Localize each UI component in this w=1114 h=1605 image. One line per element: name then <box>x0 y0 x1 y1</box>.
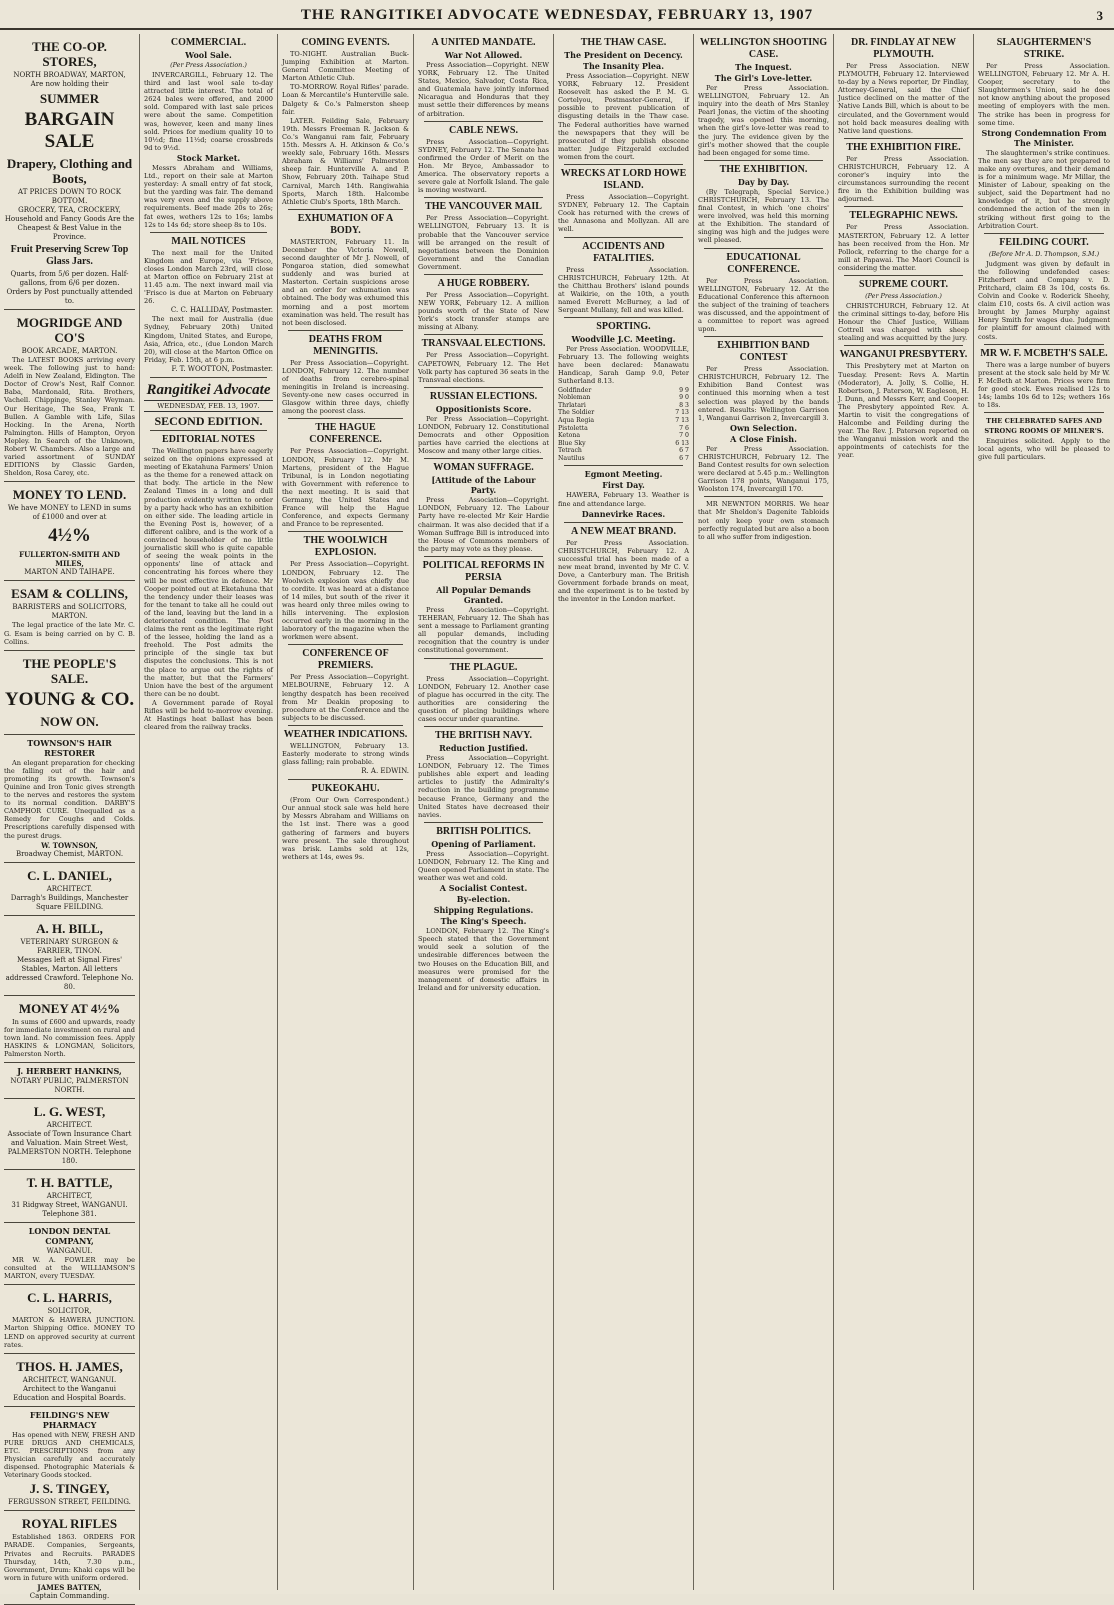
ad-headline: Fruit Preserving Screw Top Glass Jars. <box>10 244 129 267</box>
section-heading: DEATHS FROM MENINGITIS. <box>308 333 383 357</box>
section-heading: A NEW MEAT BRAND. <box>570 525 676 537</box>
article-text: TO-NIGHT. Australian Buck-Jumping Exhibition at Marton. General Committee Meeting of Marton Athletic Club. <box>282 50 409 83</box>
table-row <box>558 402 689 410</box>
article-text: MASTERTON, February 11. In December the Victoria Nowell, second daughter of Mr J. Nowell, of Pongaroa station, died somewhat suddenly and was buried at Masterton. Certain suspicions arose and an order for exhumation was obtained. The body was exhumed this morning and a post mortem examination was held. The result has not been disclosed. <box>282 237 409 327</box>
horse-weight: 6 7 <box>679 447 689 455</box>
ad-body: In sums of £600 and upwards, ready for immediate investment on rural and town land. No commission fees. Apply HASKINS & LONGMAN, Solicitors, Palmerston North. <box>4 1017 135 1058</box>
article-text: Per Press Association—Copyright. LONDON, February 12. Constitutional Democrats and other Opposition parties have carried the elections at Moscow and many other large cities. <box>418 414 549 456</box>
article-text: Per Press Association. CHRISTCHURCH, February 12. The Band Contest results for own selection were declared at 5.45 p.m.: Wellington Garrison 178 points, Wanganui 175, Woolston 174, Invercargill 170. <box>698 444 829 494</box>
section-heading: EDITORIAL NOTES <box>162 434 255 445</box>
section-heading: THE VANCOUVER MAIL <box>425 201 542 213</box>
article-text: Press Association—Copyright. NEW YORK, February 12. The United States, Mexico, Salvador, Costa Rica, and Guatemala have jointly informed Nicaragua and Honduras that they must settle their differences by means of arbitration. <box>418 61 549 118</box>
article-text: Per Press Association. CHRISTCHURCH, February 12. A coroner's inquiry into the circumstances surrounding the recent fire in the Exhibition building was adjourned. <box>838 154 969 204</box>
section-heading: SPORTING. <box>596 321 651 333</box>
section-subheading: A Socialist Contest. <box>439 883 528 894</box>
article-text: (From Our Own Correspondent.) Our annual stock sale was held here by Messrs Abraham and Williams on the 1st inst. There was a good gathering of farmers and buyers were present. The sale throughout was brisk. Lambs sold at 12s, wethers at 14s, ewes 9s. <box>282 796 409 861</box>
ad-body: MR W. A. FOWLER may be consulted at the WILLIAMSON'S MARTON, every TUESDAY. <box>4 1256 135 1281</box>
ad-title: C. L. DANIEL, <box>27 867 112 883</box>
article-text: Per Press Association—Copyright. MELBOURNE, February 12. A lengthy despatch has been received from Mr Deakin proposing to procedure at the Conference and the subjects to be discussed. <box>282 673 409 722</box>
section-heading: THE HAGUE CONFERENCE. <box>309 422 382 446</box>
ad-title: THE PEOPLE'S SALE. <box>22 655 117 686</box>
section-subheading: The Insanity Plea. <box>583 61 664 71</box>
ad-text: J. S. TINGEY, <box>29 1481 110 1497</box>
ad-text: FERGUSSON STREET, FEILDING. <box>8 1498 131 1507</box>
section-heading: BRITISH POLITICS. <box>436 825 531 837</box>
ad-headline: BARGAIN SALE <box>24 109 115 152</box>
section-subheading: First Day. <box>602 480 645 491</box>
article-text: Per Press Association. WOODVILLE, February 13. The following weights have been declared: Manawatu Handicap, Sarah Gamp 9.0, Peter Sutherland 8.13. <box>558 345 689 386</box>
section-subheading: The Inquest. <box>735 62 792 72</box>
section-heading: WRECKS AT LORD HOWE ISLAND. <box>560 168 687 192</box>
section-heading: THE PLAGUE. <box>449 661 518 673</box>
section-heading: A UNITED MANDATE. <box>431 37 536 48</box>
ad-text: MARTON AND TAIHAPE. <box>24 568 115 577</box>
ad-text: Quarts, from 5/6 per dozen. Half-gallons, from 6/6 per dozen. <box>10 270 129 287</box>
article-text: Per Press Association—Copyright. LONDON, February 12. Mr M. Martens, president of the Hague Tribunal, is in London negotiating with Government with reference to the next meeting. It is said that Germany, the United States and France will help the Hague Conference, and expects Germany and France to be represented. <box>282 447 409 529</box>
table-row <box>558 425 689 433</box>
section-subheading: The Girl's Love-letter. <box>714 73 813 83</box>
article-text: Per Press Association. WELLINGTON, February 12. Mr A. H. Cooper, secretary to the Slaughtermen's Union, said he does not know anything about the proposed meeting of employers with the men. The strike has been in progress for some time. <box>978 62 1110 127</box>
bill-ad <box>4 916 135 996</box>
west-ad <box>4 1099 135 1170</box>
ad-address: NORTH BROADWAY, MARTON, <box>13 71 126 79</box>
article-text: Press Association—Copyright. LONDON, February 12. The Labour Party have re-elected Mr Keir Hardie chairman. It was also decided that if a Woman Suffrage Bill is introduced into the House of Commons members of the party may vote as they please. <box>418 496 549 553</box>
section-heading: EXHIBITION BAND CONTEST <box>717 340 810 364</box>
article-text: The next mail for Australia (due Sydney, February 20th) United Kingdom, United States, and Europe, Asia, Africa, etc., (due London March 20), will close at the Marton Office on Friday, Feb. 15th, at 6 p.m. <box>144 315 273 364</box>
ad-text: Architect to the Wanganui Education and Hospital Boards. <box>13 1384 126 1402</box>
column-cables <box>414 34 554 1590</box>
dateline: WEDNESDAY, FEB. 13, 1907. <box>144 400 273 412</box>
article-text: Press Association—Copyright. LONDON, February 12. Another case of plague has occurred in the city. The authorities are considering the question of placing buildings where cases occur under quarantine. <box>418 674 549 723</box>
article-text: Press Association—Copyright. SYDNEY, February 12. The Senate has confirmed the Order of Merit on the Hon. Mr Bryce, Ambassador to America. The observatory reports a severe gale at Norfolk Island. The gale is moving westward. <box>418 137 549 195</box>
horse-name: Aqua Regia <box>558 416 595 424</box>
ad-text: Orders by Post punctually attended to. <box>6 288 133 305</box>
article-text: Per Press Association. MASTERTON, February 12. A letter has been received from the Hon. Mr Pollock, referring to the charge for a mill at Papawai. The Maori Council is considering the matter. <box>838 223 969 272</box>
ad-text: BOOK ARCADE, MARTON. <box>21 347 118 355</box>
table-row <box>558 447 689 455</box>
ad-body: The legal practice of the late Mr. C. G. Esam is being carried on by C. B. Collins. <box>4 621 135 646</box>
horse-weight: 8 3 <box>679 401 689 409</box>
table-row <box>558 432 689 440</box>
section-subheading: Woodville J.C. Meeting. <box>571 334 676 345</box>
signature: R. A. EDWIN. <box>361 767 409 776</box>
ad-body: Established 1863. ORDERS FOR PARADE. Companies, Sergeants, Privates and Recruits. PARADES Thursday, 14th, 7.30 p.m., Government, Drum: Khaki caps will be worn in future with uniform ordered. <box>4 1533 135 1582</box>
ad-text: WANGANUI. <box>46 1247 93 1256</box>
ad-title: MONEY TO LEND. <box>12 487 127 503</box>
article-text: This Presbytery met at Marton on Tuesday. Present: Revs A. Martin (Moderator), A. Jolly, S. Collie, H. Robertson, J. Paterson, W. Eagleson, H. J. Dunn, and Messrs Kerr, and Cooper. The Presbytery appointed Rev. A. Martin to visit the congregations of Halcombe and Feilding during the year. The Rev. J. Paterson reported on the Wanganui mission work and the appointments of catechists for the year. <box>838 362 969 460</box>
section-heading: TELEGRAPHIC NEWS. <box>849 210 958 222</box>
horse-weight: 7 13 <box>675 416 689 424</box>
horse-name: Ketona <box>558 432 581 440</box>
section-heading: COMMERCIAL. <box>170 37 247 48</box>
article-text: Per Press Association—Copyright. WELLINGTON, February 13. It is probable that the Vancouver service will be arranged on the result of negotiations between the Dominion Government and the Canadian Government. <box>418 214 549 271</box>
section-heading: RUSSIAN ELECTIONS. <box>429 390 538 402</box>
section-subheading: By-election. <box>456 894 511 905</box>
article-text: Per Press Association—Copyright. LONDON, February 12. The Woolwich explosion was chiefly due to cordite. It was heard at a distance of 14 miles, but south of the river it was heard only three miles owing to hills intervening. The explosion occurred early in the morning in the laboratory of the magazine when the workmen were absent. <box>282 560 409 642</box>
column-advertisements <box>0 34 140 1600</box>
ad-text: NOTARY PUBLIC, PALMERSTON NORTH. <box>10 1077 129 1095</box>
article-text: (By Telegraph, Special Service.) CHRISTCHURCH, February 13. The final Contest, in which 'one choirs' were involved, was held this morning at the Exhibition. The standard of singing was high and the judges were well pleased. <box>698 187 829 245</box>
ad-text: ARCHITECT, WANGANUI. <box>22 1375 117 1384</box>
ad-text: ARCHITECT. <box>46 1121 93 1130</box>
horse-name: Pistoletta <box>558 424 588 432</box>
column-strike <box>974 34 1114 1590</box>
section-subheading: War Not Allowed. <box>444 50 523 60</box>
section-heading: COMING EVENTS. <box>301 37 390 48</box>
column-coming-events <box>278 34 414 1590</box>
article-text: Per Press Association. NEW PLYMOUTH, February 12. Interviewed to-day by a News reporter, Dr Findlay, Attorney-General, said the Chief Justice declined on the matter of the Native Lands Bill, which is about to be circulated, and the Government would not hold back measures dealing with Native land questions. <box>838 62 969 135</box>
section-heading: MR W. F. MCBETH'S SALE. <box>980 347 1108 359</box>
ad-title: ESAM & COLLINS, <box>11 586 128 602</box>
section-subheading: Oppositionists Score. <box>435 403 532 414</box>
weights-table <box>558 387 689 463</box>
article-text: There was a large number of buyers present at the stock sale held by Mr W. F. McBeth at Marton. Prices were firm for good stock. Ewes realised 12s to 14s; lambs 10s 6d to 12s; wethers 16s to 18s. <box>978 360 1110 410</box>
section-heading: WELLINGTON SHOOTING CASE. <box>699 37 828 60</box>
esam-collins-ad <box>4 581 135 650</box>
section-subheading: The President on Decency. <box>564 50 683 60</box>
ad-text: Darragh's Buildings, Manchester Square FEILDING. <box>10 893 129 911</box>
article-text: Press Association—Copyright. SYDNEY, February 12. The Captain Cook has returned with the crews of the Annasona and Mollyzan. All are well. <box>558 193 689 234</box>
horse-weight: 7 6 <box>679 424 689 432</box>
press-note: (Before Mr A. D. Thompson, S.M.) <box>988 249 1100 258</box>
ad-text: ARCHITECT. <box>46 884 93 893</box>
royal-rifles-ad <box>4 1511 135 1605</box>
section-heading: FEILDING COURT. <box>999 236 1089 248</box>
ad-text: Are now holding their <box>30 80 109 88</box>
page-number: 3 <box>1096 8 1104 23</box>
article-text: WELLINGTON, February 13. Easterly moderate to strong winds glass falling; rain probable. <box>282 741 409 767</box>
article-text: Per Press Association. CHRISTCHURCH, February 12. A successful trial has been made of a new meat brand, invented by Mr C. V. Dove, a Canterbury man. The British Government forbade brands on meat, and the experiment is to be tested by the inventor in the London market. <box>558 538 689 604</box>
article-text: Messrs Abraham and Williams, Ltd., report on their sale at Marton yesterday: A small entry of fat stock, but the yarding was fair. The demand was very even and the supply above requirements. Beef made 20s to 26s; fat ewes, wethers 12s to 16s; lambs 12s to 14s 6d; store sheep 8s to 10s. <box>144 163 273 229</box>
ad-text: We have MONEY to LEND in sums of £1000 and over at <box>7 504 132 522</box>
ad-title: LONDON DENTAL COMPANY, <box>28 1226 111 1247</box>
ad-title: ROYAL RIFLES <box>21 1516 118 1532</box>
column-thaw-case <box>554 34 694 1590</box>
ad-text: GROCERY, TEA, CROCKERY, Household and Fancy Goods Are the Cheapest & Best Value in the Province. <box>4 206 135 241</box>
ad-text: Messages left at Signal Fires' Stables, Marton. All letters addressed Crawford. Telephone No. 80. <box>5 955 134 991</box>
section-heading: THE THAW CASE. <box>580 37 667 48</box>
article-text: Press Association—Copyright. TEHERAN, February 12. The Shah has sent a message to Parliament granting all popular demands, including recognition that the country is under constitutional government. <box>418 605 549 655</box>
section-heading: EDUCATIONAL CONFERENCE. <box>726 251 801 275</box>
column-commercial <box>140 34 278 1590</box>
section-heading: THE EXHIBITION. <box>719 163 808 175</box>
article-text: INVERCARGILL, February 12. The third and last wool sale to-day attracted little interest. The total of 2624 bales were offered, and 2000 sold. Compared with last sale prices were about the same. Competition was, however, keen and many lines sold. Prices for medium quality 10 to 10½d; fine 11½d; coarse crossbreds 9d to 9½d. <box>144 71 273 152</box>
article-text: The slaughtermen's strike continues. The men say they are not prepared to make any overtures, and their demand is for a minimum wage. Mr Millar, the Minister of Labour, speaking on the subject, said the Department had no knowledge of it, but he strongly condemned the action of the men in striking without first going to the Arbitration Court. <box>978 148 1111 230</box>
townson-ad <box>4 735 135 863</box>
section-heading: CABLE NEWS. <box>449 124 518 136</box>
ad-title: TOWNSON'S HAIR RESTORER <box>27 737 112 758</box>
ad-title: L. G. WEST, <box>33 1104 106 1120</box>
masthead-title: THE RANGITIKEI ADVOCATE WEDNESDAY, FEBRUARY 13, 1907 <box>300 7 814 23</box>
section-heading: ACCIDENTS AND FATALITIES. <box>582 240 665 264</box>
ad-text: W. TOWNSON, <box>41 840 98 850</box>
section-subheading: Shipping Regulations. <box>433 905 534 916</box>
section-heading: THE WOOLWICH EXPLOSION. <box>303 535 388 559</box>
section-heading: DR. FINDLAY AT NEW PLYMOUTH. <box>850 37 957 60</box>
masthead <box>0 0 1114 30</box>
article-text: The next mail for the United Kingdom and Europe, via 'Frisco, closes London March 23rd, will close at Marton office on February 21st at 11.45 a.m. The next inward mail via 'Frisco is due at Marton on February 26. <box>144 248 273 306</box>
horse-name: Nobleman <box>558 394 591 402</box>
table-row <box>558 409 689 417</box>
article-text: HAWERA, February 13. Weather is fine and attendance large. <box>558 491 689 508</box>
press-note: (Per Press Association.) <box>865 291 942 300</box>
ad-headline: YOUNG & CO. <box>4 688 135 710</box>
ad-title: C. L. HARRIS, <box>27 1290 112 1306</box>
peoples-sale-ad <box>4 651 135 735</box>
horse-name: Thrlatari <box>558 401 586 409</box>
hankins-ad <box>4 1063 135 1099</box>
ad-body: Has opened with NEW, FRESH AND PURE DRUGS AND CHEMICALS, ETC. PRESCRIPTIONS from any Physician carefully and accurately dispensed. Photographic Materials & Veterinary Goods stocked. <box>4 1430 135 1480</box>
battle-ad <box>4 1170 135 1223</box>
horse-weight: 9 0 <box>679 394 689 402</box>
section-heading: WOMAN SUFFRAGE. <box>433 462 534 474</box>
ad-title: J. HERBERT HANKINS, <box>17 1066 122 1077</box>
section-heading: WEATHER INDICATIONS. <box>283 728 408 740</box>
ad-text: SOLICITOR, <box>47 1307 92 1316</box>
article-text: The Wellington papers have eagerly seized on the opinions expressed at meeting of Ekatahuna Farmers' Union as the theme for a renewed attack on that body. The article in the New Zealand Times in a long and dull production evidently written to order by a party hack who has an exhibition on either side. The leading article in the Evening Post is, however, of a different calibre, and is the work of a convinced householder of no little journalistic skill who is quite capable of seeing the weak points in the opponents' line of attack and concentrating his forces where they will be most effective in defence. Mr Cooper pointed out at Eketahuna that the tendency under their leases was for the tenant to take all he could out of the land, leaving but the land in a deteriorated condition. The Post claims the rent as the legitimate right of the lessee, holding the land as a freehold. The Post admits the principle of the single tax but disputes the conclusions. This is not the place to argue out the rights of the matter, but that the Farmers' Union have the best of the argument there can be no doubt. <box>144 447 273 698</box>
ad-text: JAMES BATTEN, <box>37 1582 102 1592</box>
ad-text: BARRISTERS and SOLICITORS, MARTON. <box>12 603 127 621</box>
article-text: Press Association. CHRISTCHURCH, February 12th. At the Chitthau Brothers' island pounds at Waikirie, on the 10th, a youth named Everett McBurney, a lad of Sergeant Mullany, fell and was killed. <box>558 265 689 314</box>
horse-weight: 6 7 <box>679 454 689 462</box>
section-heading: A HUGE ROBBERY. <box>437 277 530 289</box>
horse-name: Nautilus <box>558 454 585 462</box>
ad-body: The LATEST BOOKS arriving every week. The following just to hand: Adelfi in New Zealand, Eldington. The Doctor of Crow's Nest, Ralf Connor. Baba, Mardonald, Rita. Brothers, Vachell. Chippinge, Stanley Weyman. Our Heritage, The Sea, Frank T. Bullen. A Gamble with Life, Silas Hocking. In the Arena, North Palmington. Hills of Hampton, Oryon Mepley. In Search of the Unknown, Robert W. Chambers. Also a large and varied assortment of SUNDAY EDITIONS by Classic Garden, Sheldon, Rosa Carey, etc. <box>4 356 135 478</box>
article-text: Press Association—Copyright. LONDON, February 12. The Times publishes able expert and leading articles to justify the Admiralty's reduction in the building programme because France, Germany and the United States have decreased their navies. <box>418 754 549 819</box>
ad-body: An elegant preparation for checking the falling out of the hair and promoting its growth. Townson's Quinine and Iron Tonic gives strength to the nerves and restores the system to its normal condition. DARBY'S CAMPHOR CURE. Unequalled as a Remedy for Coughs and Colds. Prescriptions carefully dispensed with the purest drugs. <box>4 758 135 840</box>
ad-text: 31 Ridgway Street, WANGANUI. Telephone 381. <box>11 1201 128 1219</box>
horse-weight: 7 0 <box>679 432 689 440</box>
section-subheading: [Attitude of the Labour Party. <box>431 475 536 496</box>
article-text: TO-MORROW. Royal Rifles' parade. Loan & Mercantile's Hunterville sale. Dalgety & Co.'s Palmerston sheep fair. <box>282 83 409 116</box>
ad-title: T. H. BATTLE, <box>26 1175 113 1191</box>
article-text: Press Association—Copyright. LONDON, February 12. The King and Queen opened Parliament in state. The weather was wet and cold. <box>418 849 549 883</box>
section-subheading: Egmont Meeting. <box>584 469 663 480</box>
table-row <box>558 455 689 463</box>
section-heading: MAIL NOTICES <box>171 235 246 247</box>
signature: F. T. WOOTTON, Postmaster. <box>171 364 273 373</box>
horse-name: Tetrach <box>558 447 582 455</box>
section-subheading: Opening of Parliament. <box>431 838 536 849</box>
ad-title: MOGRIDGE AND CO'S <box>16 315 123 345</box>
section-heading: THE BRITISH NAVY. <box>435 730 532 742</box>
ad-text: ARCHITECT, <box>46 1192 93 1201</box>
article-text: Enquiries solicited. Apply to the local agents, who will be pleased to give full particulars. <box>978 437 1110 462</box>
section-heading: POLITICAL REFORMS IN PERSIA <box>422 559 545 583</box>
harris-ad <box>4 1285 135 1353</box>
ad-text: Captain Commanding. <box>29 1591 110 1600</box>
section-heading: PUKEOKAHU. <box>311 783 380 795</box>
column-findlay <box>834 34 974 1590</box>
section-subheading: Dannevirke Races. <box>581 508 666 519</box>
ad-text: AT PRICES DOWN TO ROCK BOTTOM. <box>18 188 121 205</box>
section-heading: SUPREME COURT. <box>859 278 948 290</box>
horse-name: Blue Sky <box>558 439 586 447</box>
money-ad <box>4 996 135 1063</box>
paper-nameplate: Rangitikei Advocate <box>146 381 271 398</box>
mogridge-ad <box>4 310 135 482</box>
horse-name: The Soldier <box>558 409 595 417</box>
horse-weight: 9 9 <box>679 386 689 394</box>
ad-title: FEILDING'S NEW PHARMACY <box>29 1409 110 1430</box>
section-subheading: Reduction Justified. <box>439 743 528 754</box>
table-row <box>558 387 689 395</box>
ad-title: THOS. H. JAMES, <box>16 1358 123 1374</box>
ad-text: Associate of Town Insurance Chart and Valuation. Main Street West, PALMERSTON NORTH. Telephone 180. <box>7 1130 132 1166</box>
edition-heading: SECOND EDITION. <box>154 414 263 428</box>
ad-headline: Drapery, Clothing and Boots, <box>6 156 133 186</box>
section-heading: THE EXHIBITION FIRE. <box>846 141 961 153</box>
horse-weight: 7 13 <box>675 409 689 417</box>
article-text: Per Press Association. WELLINGTON, February 12. An inquiry into the death of Mrs Stanley Pearl Jonas, the victim of the shooting tragedy, was opened this morning, when the girl's love-letter was read to the jury. The evidence given by the girl's mother showed that the couple had been engaged for some time. <box>698 84 829 157</box>
section-subheading: Stock Market. <box>176 152 241 163</box>
section-heading: SLAUGHTERMEN'S STRIKE. <box>996 37 1092 60</box>
table-row <box>558 417 689 425</box>
article-text: CHRISTCHURCH, February 12. At the criminal sittings to-day, before His Honour the Chief Justice, William Cottrell was charged with sheep stealing and was acquitted by the jury. <box>838 301 969 343</box>
section-subheading: All Popular Demands Granted. <box>436 584 531 605</box>
ad-text: VETERINARY SURGEON & FARRIER, TINON. <box>20 937 119 955</box>
column-shooting-case <box>694 34 834 1590</box>
article-text: Press Association—Copyright. NEW YORK, February 12. President Roosevelt has asked the P. M. G. Cortelyou, Postmaster-General, if possible to prevent publication of disgusting details in the Thaw case. The Federal authorities have warned the newspapers that they will be prosecuted if they publish obscene matter. Judge Fitzgerald excluded women from the court. <box>558 72 689 161</box>
article-text: MR NEWNTON MORRIS. We hear that Mr Sheldon's Dagenite Tabloids not only keep your own stomach perfectly regulated but are also a boon to all who suffer from indigestion. <box>698 500 829 541</box>
article-text: LATER. Feilding Sale, February 19th. Messrs Freeman R. Jackson & Co.'s Wanganui ram fair, February 15th. Messrs A. H. Atkinson & Co.'s weekly sale, February 16th. Messrs Abraham & Williams' Palmerston sheep fair. Hunterville A. and P. Show, February 20th. Taihape Stud Carnival, March 14th. Rangiwahia Sports, March 18th. Halcombe Athletic Club's Sports, 18th March. <box>282 116 409 206</box>
table-row <box>558 394 689 402</box>
london-dental-ad <box>4 1223 135 1285</box>
james-ad <box>4 1354 135 1407</box>
section-subheading: Own Selection. <box>730 422 797 433</box>
press-note: (Per Press Association.) <box>170 61 247 69</box>
ad-title: THE CO-OP. STORES, <box>32 39 107 69</box>
article-text: Per Press Association. WELLINGTON, February 12. At the Educational Conference this afternoon the subject of the training of teachers was discussed, and the appointment of a committee to report was agreed upon. <box>698 276 829 334</box>
coop-stores-ad <box>4 34 135 310</box>
ad-body: MARTON & HAWERA JUNCTION. Marton Shipping Office. MONEY TO LEND on approved security at current rates. <box>4 1316 135 1349</box>
section-subheading: THE CELEBRATED SAFES AND STRONG ROOMS OF MILNER'S. <box>984 417 1104 436</box>
article-text: Per Press Association. CHRISTCHURCH, February 12. The Exhibition Band Contest was continued this morning when a test selection was played by the bands entered. Results: Wellington Garrison 1, Wanganui Garrison 2, Invercargill 3. <box>698 365 829 422</box>
section-subheading: Strong Condemnation From The Minister. <box>981 127 1107 148</box>
article-text: Per Press Association—Copyright. NEW YORK, February 12. A million pounds worth of the State of New York's stock transfer stamps are missing at Albany. <box>418 290 549 332</box>
section-subheading: Day by Day. <box>737 176 790 187</box>
pharmacy-ad <box>4 1407 135 1512</box>
ad-text: FULLERTON-SMITH AND MILES, <box>19 550 120 569</box>
article-text: A Government parade of Royal Rifles will be held to-morrow evening. At Hastings heat ballast has been cleared from the railway tracks. <box>144 698 273 732</box>
section-heading: TRANSVAAL ELECTIONS. <box>421 338 546 350</box>
section-subheading: The King's Speech. <box>440 916 527 927</box>
section-subheading: A Close Finish. <box>730 433 797 444</box>
ad-title: A. H. BILL, <box>36 920 103 936</box>
section-heading: CONFERENCE OF PREMIERS. <box>302 648 389 672</box>
section-heading: WANGANUI PRESBYTERY. <box>839 349 968 361</box>
ad-headline: SUMMER <box>39 91 100 106</box>
horse-weight: 6 13 <box>675 439 689 447</box>
article-text: Judgment was given by default in the following undefended cases: Fitzherbert and Company v. D. Pritchard, claim £8 3s 10d, costs 6s. Colvin and Cooke v. Roderick Sheehy, claim £10, costs 6s. A civil action was brought by James Murphy against Henry Smith for wages due. Judgment for plaintiff for amount claimed with costs. <box>978 259 1110 341</box>
article-text: Per Press Association—Copyright. CAPETOWN, February 12. The Het Volk party has captured 36 seats in the Transvaal elections. <box>418 351 549 384</box>
section-subheading: Wool Sale. <box>185 50 232 60</box>
table-row <box>558 440 689 448</box>
horse-name: Goldfinder <box>558 386 592 394</box>
ad-title: MONEY AT 4½% <box>18 1000 121 1016</box>
ad-headline: 4½% <box>48 525 91 547</box>
ad-text: Broadway Chemist, MARTON. <box>15 849 124 858</box>
article-text: Per Press Association—Copyright. LONDON, February 12. The number of deaths from cerebro-spinal meningitis in Ireland is increasing. Seventy-one new cases occurred in Glasgow within three days, chiefly among the poorest class. <box>282 358 409 416</box>
section-heading: EXHUMATION OF A BODY. <box>297 212 394 236</box>
article-text: LONDON, February 12. The King's Speech stated that the Government would seek a solution of the undesirable differences between the two Houses on the Education Bill, and measures were promised for the management of domestic affairs in Ireland and for university education. <box>418 927 549 992</box>
ad-headline: NOW ON. <box>40 713 99 729</box>
daniel-ad <box>4 863 135 916</box>
money-to-lend-ad <box>4 482 135 581</box>
signature: C. C. HALLIDAY, Postmaster. <box>170 306 273 315</box>
